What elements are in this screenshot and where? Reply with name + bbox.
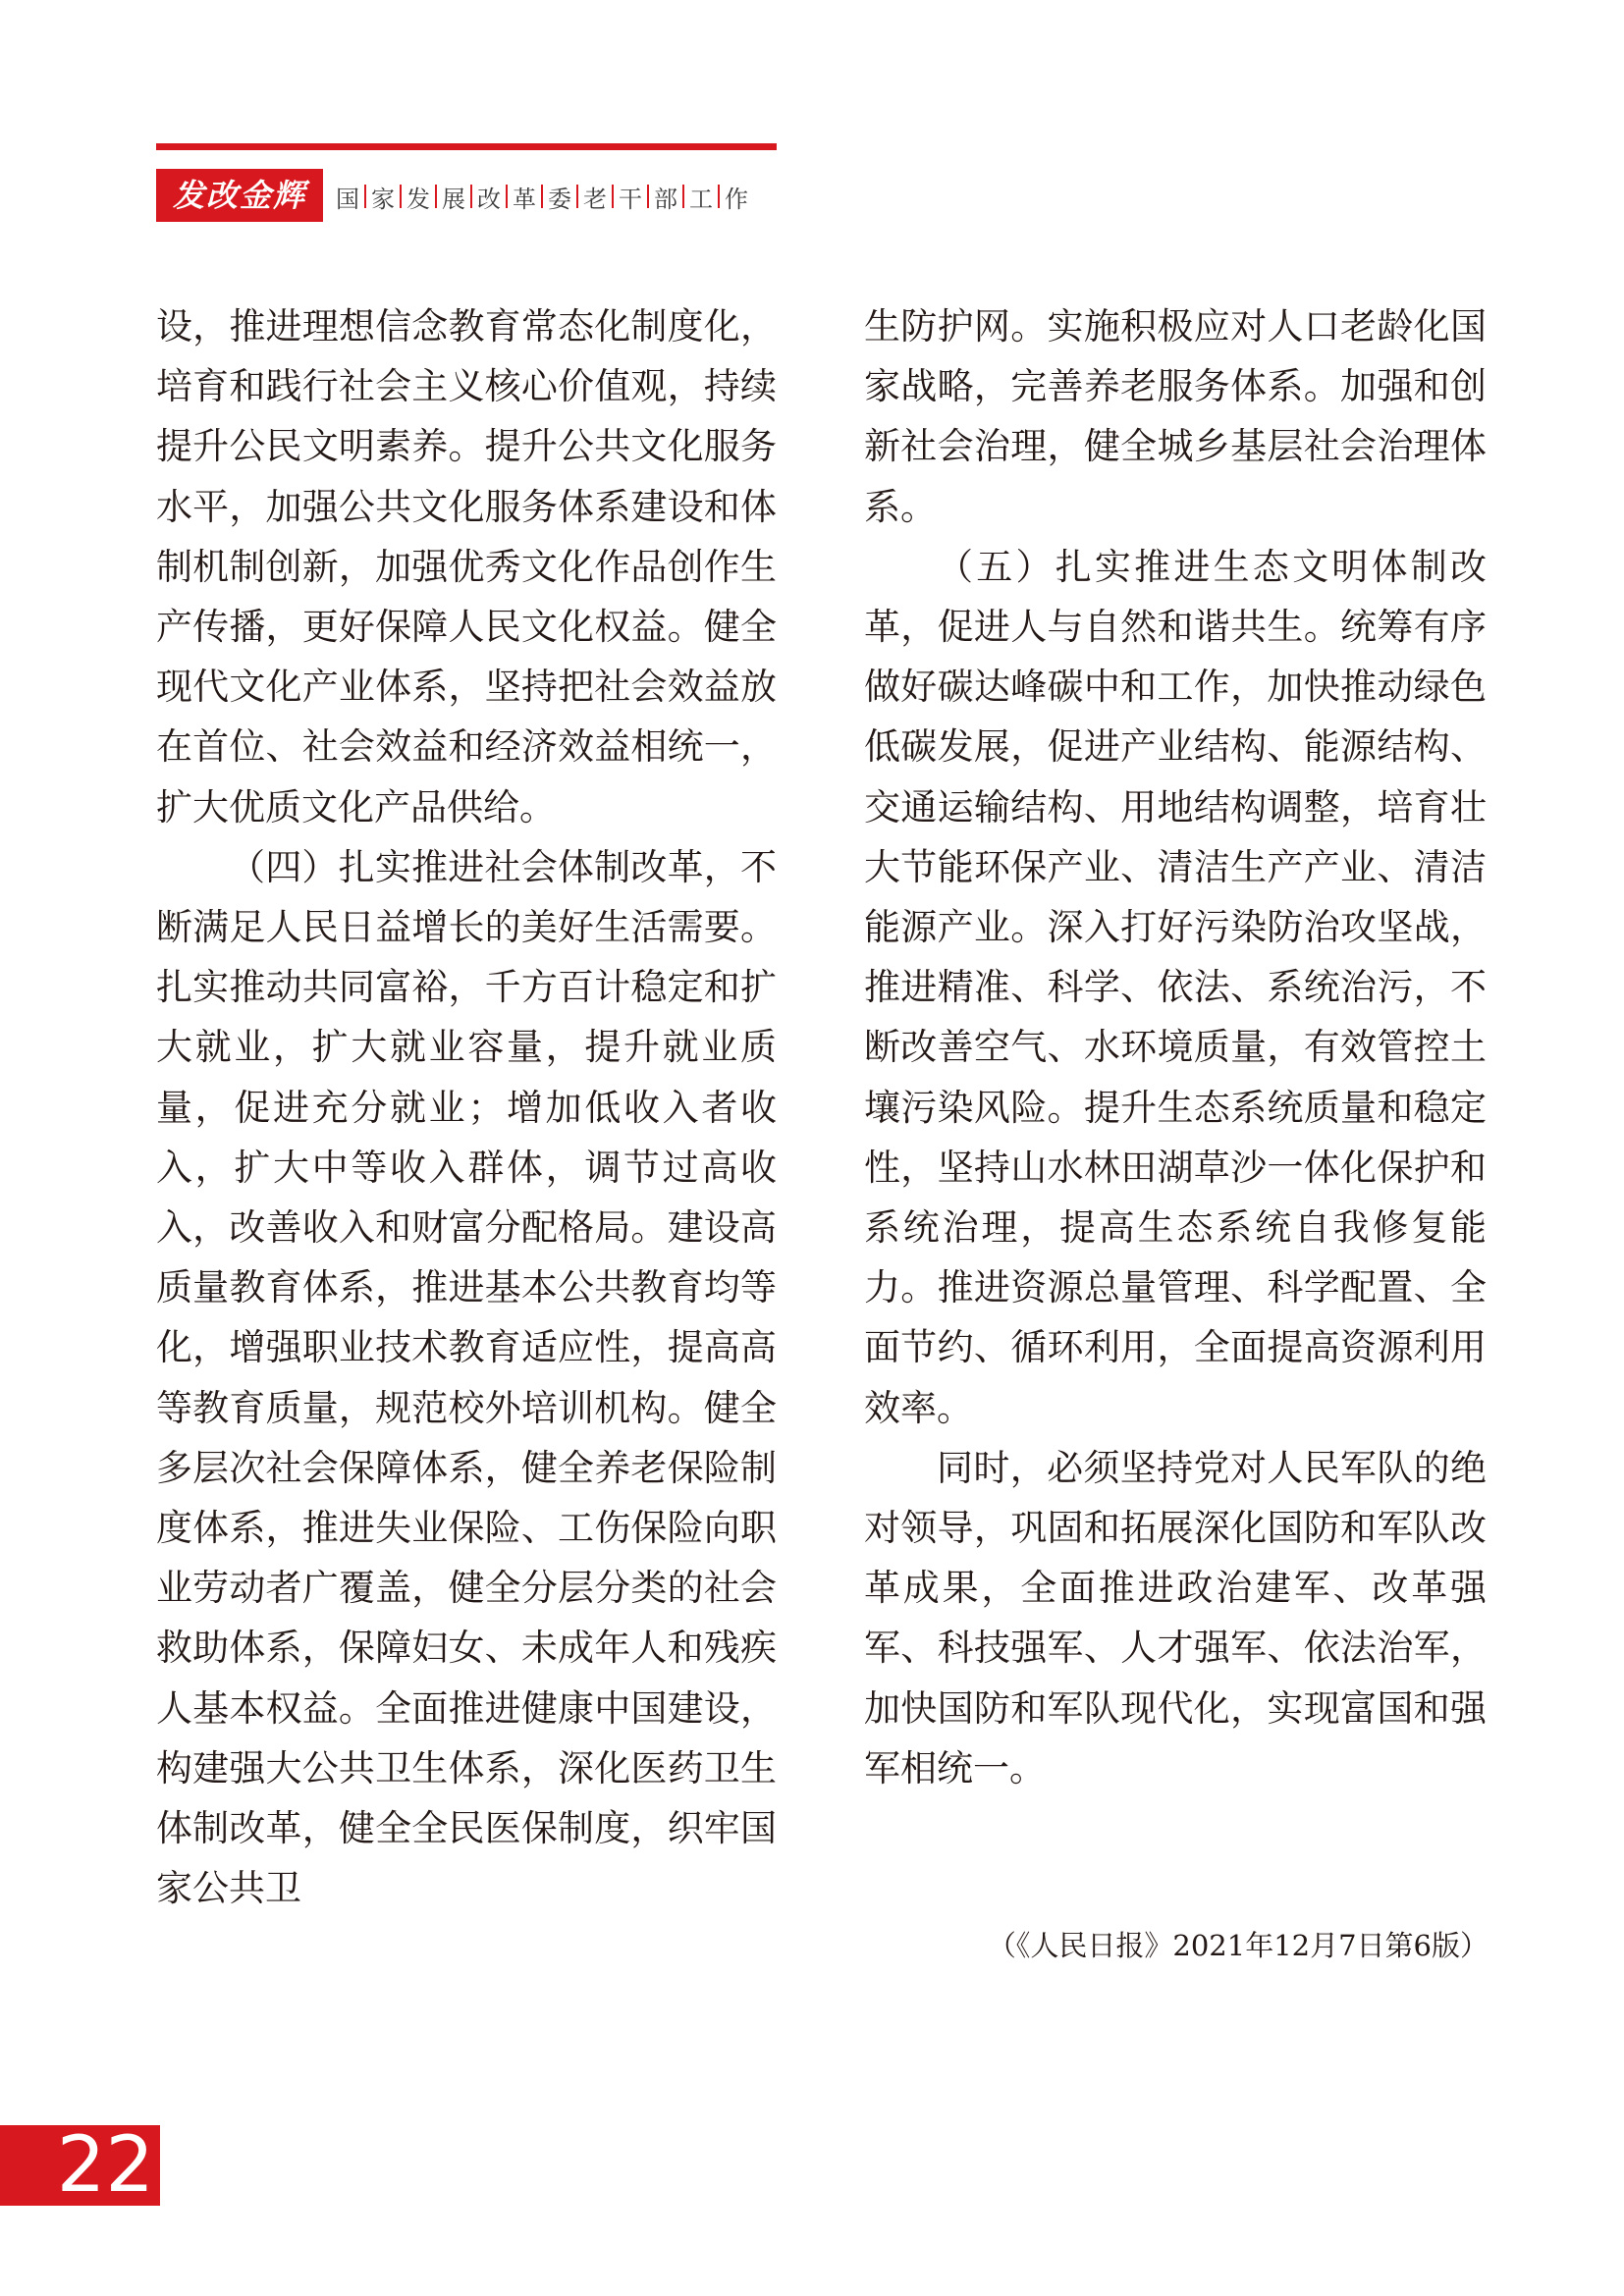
subtitle-char: 国 xyxy=(336,185,359,213)
brand-logo: 发改金辉 xyxy=(156,169,323,222)
paragraph-social-reform: （四）扎实推进社会体制改革，不断满足人民日益增长的美好生活需要。扎实推动共同富裕，千方百计稳定和扩大就业，扩大就业容量，提升就业质量，促进充分就业；增加低收入者收入，扩大中等收入群体，调节过高收入，改善收入和财富分配格局。建设高质量教育体系，推进基本公共教育均等化，增强职业技术教育适应性，提高高等教育质量，规范校外培训机构。健全多层次社会保障体系，健全养老保险制度体系，推进失业保险、工伤保险向职业劳动者广覆盖，健全分层分类的社会救助体系，保障妇女、未成年人和残疾人基本权益。全面推进健康中国建设，构建强大公共卫生体系，深化医药卫生体制改革，健全全民医保制度，织牢国家公共卫 xyxy=(156,845,777,1910)
page-number xyxy=(0,2121,160,2210)
subtitle-separator xyxy=(576,185,578,208)
subtitle-char: 干 xyxy=(619,185,642,213)
subtitle-separator xyxy=(364,185,366,208)
source-citation: （《人民日报》2021年12月7日第6版） xyxy=(987,1929,1489,1962)
paragraph-culture-continued: 设，推进理想信念教育常态化制度化，培育和践行社会主义核心价值观，持续提升公民文明素养。提升公共文化服务水平，加强公共文化服务体系建设和体制机制创新，加强优秀文化作品创作生产传播，更好保障人民文化权益。健全现代文化产业体系，坚持把社会效益放在首位、社会效益和经济效益相统一，扩大优质文化产品供给。 xyxy=(156,305,777,828)
subtitle-char: 改 xyxy=(477,185,501,213)
subtitle-char: 委 xyxy=(548,185,571,213)
subtitle-separator xyxy=(506,185,508,208)
page-number-text: 22 xyxy=(56,2121,154,2210)
subtitle-char: 老 xyxy=(583,185,607,213)
paragraph-military: 同时，必须坚持党对人民军队的绝对领导，巩固和拓展深化国防和军队改革成果，全面推进政治建军、改革强军、科技强军、人才强军、依法治军，加快国防和军队现代化，实现富国和强军相统一。 xyxy=(864,1446,1487,1789)
paragraph-social-continued: 生防护网。实施积极应对人口老龄化国家战略，完善养老服务体系。加强和创新社会治理，健全城乡基层社会治理体系。 xyxy=(864,305,1487,528)
subtitle-char: 部 xyxy=(654,185,677,213)
subtitle-separator xyxy=(400,185,402,208)
subtitle-char: 展 xyxy=(442,185,465,213)
subtitle-char: 家 xyxy=(371,185,395,213)
subtitle-char: 作 xyxy=(725,185,748,213)
subtitle-separator xyxy=(470,185,472,208)
header-rule xyxy=(156,143,777,150)
subtitle-char: 发 xyxy=(406,185,430,213)
subtitle-separator xyxy=(435,185,437,208)
header-subtitle xyxy=(336,177,748,216)
subtitle-separator xyxy=(647,185,649,208)
subtitle-separator xyxy=(718,185,720,208)
subtitle-char: 革 xyxy=(513,185,536,213)
subtitle-separator xyxy=(541,185,543,208)
right-column xyxy=(864,296,1487,1798)
paragraph-ecology-reform: （五）扎实推进生态文明体制改革，促进人与自然和谐共生。统筹有序做好碳达峰碳中和工作，加快推动绿色低碳发展，促进产业结构、能源结构、交通运输结构、用地结构调整，培育壮大节能环保产业、清洁生产产业、清洁能源产业。深入打好污染防治攻坚战，推进精准、科学、依法、系统治污，不断改善空气、水环境质量，有效管控土壤污染风险。提升生态系统质量和稳定性，坚持山水林田湖草沙一体化保护和系统治理，提高生态系统自我修复能力。推进资源总量管理、科学配置、全面节约、循环利用，全面提高资源利用效率。 xyxy=(864,545,1487,1429)
subtitle-separator xyxy=(612,185,614,208)
left-column xyxy=(156,296,777,1918)
subtitle-separator xyxy=(682,185,684,208)
subtitle-char: 工 xyxy=(689,185,713,213)
